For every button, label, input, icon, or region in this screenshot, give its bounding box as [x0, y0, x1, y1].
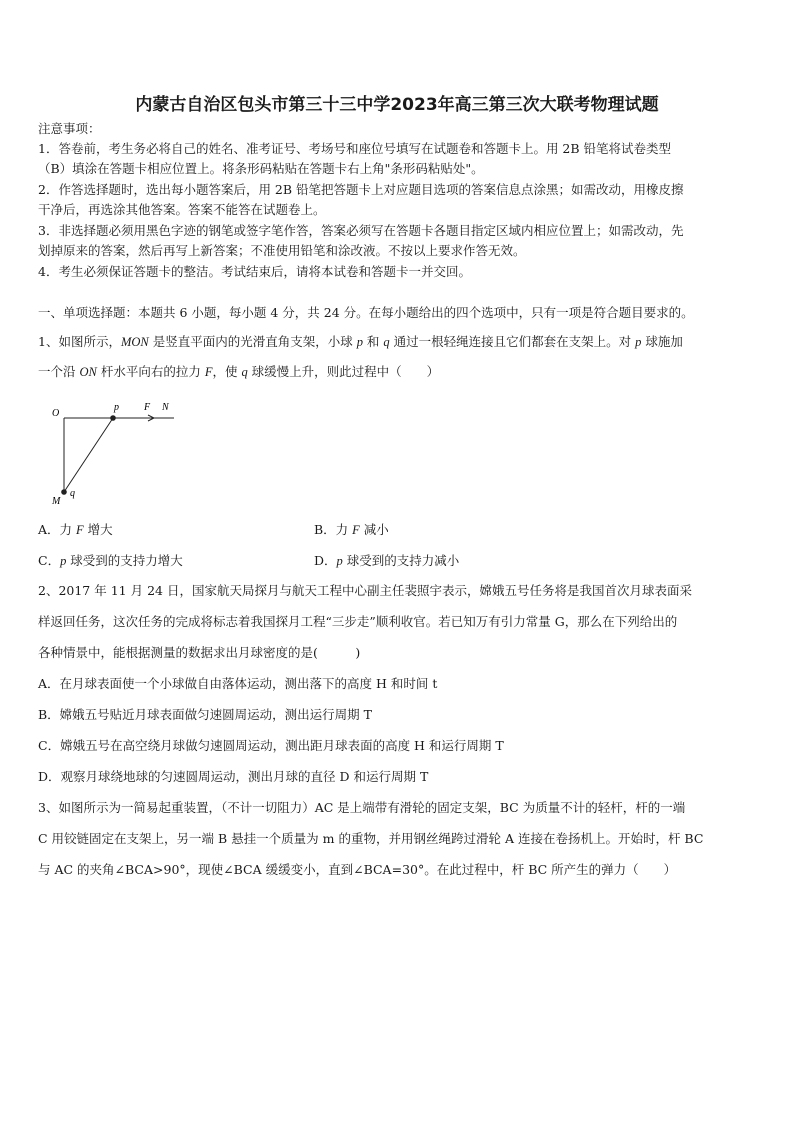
q1-var: p — [356, 335, 363, 349]
q1-figure — [46, 396, 186, 514]
option-var: p — [336, 554, 343, 568]
question-3-text: 3、如图所示为一简易起重装置，（不计一切阻力）AC 是上端带有滑轮的固定支架，BC 为质量不计的轻杆，杆的一端 — [38, 800, 686, 815]
question-2-text: 2、2017 年 11 月 24 日，国家航天局探月与航天工程中心副主任裴照宇表示，嫦娥五号任务将是我国首次月球表面采 — [38, 583, 692, 598]
rope — [64, 418, 113, 492]
option-text: 增大 — [83, 522, 113, 537]
question-1-text — [38, 334, 758, 350]
q1-var: ON — [79, 365, 97, 379]
label-O: O — [52, 408, 60, 419]
option-text: 球受到的支持力减小 — [342, 553, 460, 568]
option-var: F — [352, 523, 360, 537]
q2-option-a: A．在月球表面使一个小球做自由落体运动，测出落下的高度 H 和时间 t — [38, 676, 438, 691]
q1-option-b — [314, 520, 389, 538]
notice-line: （B）填涂在答题卡相应位置上。将条形码粘贴在答题卡右上角"条形码粘贴处"。 — [38, 161, 484, 176]
question-2-text: 各种情景中，能根据测量的数据求出月球密度的是( ) — [38, 645, 361, 660]
option-text: B．力 — [314, 522, 353, 537]
q1-var: p — [635, 335, 642, 349]
q1-option-d — [314, 551, 459, 569]
q1-var: q — [383, 335, 390, 349]
q1-text: 一个沿 — [38, 364, 80, 379]
q2-option-d: D．观察月球绕地球的匀速圆周运动，测出月球的直径 D 和运行周期 T — [38, 769, 429, 784]
q1-option-c — [38, 551, 183, 569]
q1-text: 是竖直平面内的光滑直角支架，小球 — [148, 334, 357, 349]
q1-option-a — [38, 520, 113, 538]
section-heading: 一、单项选择题：本题共 6 小题，每小题 4 分，共 24 分。在每小题给出的四个选项中，只有一项是符合题目要求的。 — [38, 305, 694, 320]
option-var: F — [76, 523, 84, 537]
ball-q — [61, 489, 67, 495]
ball-p — [110, 415, 116, 421]
notice-line: 2．作答选择题时，选出每小题答案后，用 2B 铅笔把答题卡上对应题目选项的答案信息点涂黑；如需改动，用橡皮擦 — [38, 182, 684, 197]
notice-line: 干净后，再选涂其他答案。答案不能答在试题卷上。 — [38, 202, 326, 217]
option-text: D． — [314, 553, 337, 568]
option-text: C． — [38, 553, 61, 568]
option-var: p — [60, 554, 67, 568]
label-q: q — [70, 488, 75, 499]
question-3-text: 与 AC 的夹角∠BCA>90°，现使∠BCA 缓缓变小，直到∠BCA=30°。在此过程中，杆 BC 所产生的弹力（ ） — [38, 862, 677, 877]
label-M: M — [52, 496, 61, 507]
q2-option-b: B．嫦娥五号贴近月球表面做匀速圆周运动，测出运行周期 T — [38, 707, 372, 722]
option-text: 减小 — [359, 522, 389, 537]
q2-option-c: C．嫦娥五号在高空绕月球做匀速圆周运动，测出距月球表面的高度 H 和运行周期 T — [38, 738, 504, 753]
label-p: p — [114, 402, 119, 413]
page-title: 内蒙古自治区包头市第三十三中学2023年高三第三次大联考物理试题 — [135, 95, 659, 115]
option-text: 球受到的支持力增大 — [66, 553, 183, 568]
notice-line: 划掉原来的答案，然后再写上新答案；不准使用铅笔和涂改液。不按以上要求作答无效。 — [38, 243, 526, 258]
q1-text: 1、如图所示， — [38, 334, 121, 349]
q1-text: 和 — [362, 334, 384, 349]
question-3-text: C 用铰链固定在支架上，另一端 B 悬挂一个质量为 m 的重物，并用钢丝绳跨过滑轮 A 连接在卷扬机上。开始时，杆 BC — [38, 831, 704, 846]
q1-var: q — [241, 365, 248, 379]
question-2-text: 样返回任务，这次任务的完成将标志着我国探月工程“三步走”顺利收官。若已知万有引力常量 G，那么在下列给出的 — [38, 614, 678, 629]
q1-text: 通过一根轻绳连接且它们都套在支架上。对 — [389, 334, 636, 349]
question-1-text — [38, 364, 758, 380]
q1-text: ，使 — [212, 364, 242, 379]
q1-text: 杆水平向右的拉力 — [96, 364, 205, 379]
notice-line: 3．非选择题必须用黑色字迹的钢笔或签字笔作答，答案必须写在答题卡各题目指定区域内相应位置上；如需改动，先 — [38, 223, 684, 238]
q1-var: F — [204, 365, 213, 379]
notice-line: 1．答卷前，考生务必将自己的姓名、准考证号、考场号和座位号填写在试题卷和答题卡上。用 2B 铅笔将试卷类型 — [38, 141, 672, 156]
q1-text: 球缓慢上升，则此过程中（ ） — [247, 364, 440, 379]
notice-line: 4．考生必须保证答题卡的整洁。考试结束后，请将本试卷和答题卡一并交回。 — [38, 264, 471, 279]
label-N: N — [162, 402, 169, 413]
notice-heading: 注意事项： — [38, 121, 101, 136]
q1-text: 球施加 — [641, 334, 683, 349]
option-text: A．力 — [38, 522, 77, 537]
q1-var: MON — [120, 335, 149, 349]
label-F: F — [144, 402, 151, 413]
